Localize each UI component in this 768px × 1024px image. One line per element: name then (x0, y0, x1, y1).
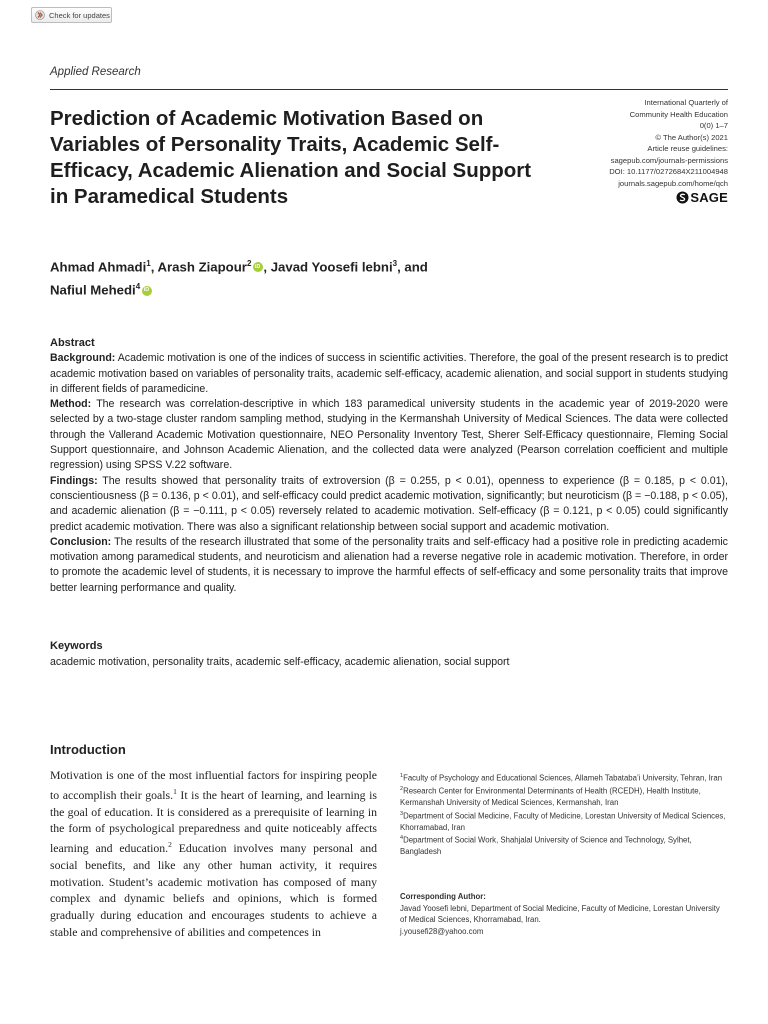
intro-text: Education involves many personal and social benefits, and like any other human activity, it requires motivation. Student’s academic motivation has composed of many complex and dynamic beliefs and opinions, which is formed gradually during education and encourages students to achieve a stable and comprehensive of abilities and competences in (50, 841, 377, 940)
introduction-body (50, 767, 377, 941)
article-title: Prediction of Academic Motivation Based on Variables of Personality Traits, Academic Self-Efficacy, Academic Alienation and Social Support in Paramedical Students (50, 107, 532, 208)
affiliation-number: 1 (400, 773, 404, 779)
abstract-background (50, 351, 728, 397)
abstract (50, 336, 728, 596)
abstract-heading: Abstract (50, 337, 95, 349)
citation-ref[interactable]: 1 (173, 786, 177, 796)
journal-volume: 0(0) 1–7 (699, 121, 728, 130)
reuse-guidelines-label: Article reuse guidelines: (647, 144, 728, 153)
sage-logo-icon (676, 191, 689, 204)
abstract-conclusion (50, 535, 728, 596)
permissions-link[interactable]: sagepub.com/journals-permissions (610, 155, 728, 165)
check-for-updates-button[interactable] (31, 7, 112, 23)
affiliation-number: 3 (400, 810, 404, 817)
doi-link[interactable]: DOI: 10.1177/0272684X211004948 (609, 167, 728, 176)
copyright: © The Author(s) 2021 (655, 132, 728, 142)
findings-label: Findings: (50, 474, 98, 487)
corresponding-author-heading: Corresponding Author: (400, 892, 486, 901)
background-label: Background: (50, 352, 116, 365)
author-name[interactable]: Ahmad Ahmadi (50, 259, 147, 275)
author-affil-ref: 1 (146, 259, 151, 268)
affiliation-item (400, 833, 728, 858)
corresponding-author-email[interactable]: j.yousefi28@yahoo.com (400, 926, 484, 936)
abstract-method (50, 397, 728, 473)
intro-text: It is the heart of learning, and learning is the goal of education. It is considered as a prerequisite of learning in the form of psychological preparedness and quite noticeably affects learning and education. (50, 787, 377, 856)
affiliation-text: Department of Social Medicine, Faculty of Medicine, Lorestan University of Medical Sciences, Khorramabad, Iran (400, 811, 726, 832)
author-name[interactable]: Nafiul Mehedi (50, 282, 136, 298)
findings-text: The results showed that personality traits of extroversion (β = 0.255, p < 0.01), openness to experience (β = 0.185, p < 0.01), conscientiousness (β = 0.136, p < 0.01), and self-efficacy could predict academic motivation, significantly; but neuroticism (β = −0.188, p < 0.05), and academic alienation (β = −0.111, p < 0.05) reversely related to academic motivation. Self-efficacy (β = 0.121, p < 0.05) could significantly predict academic motivation. There was also a significant relationship between social support and academic motivation. (50, 474, 728, 533)
author-conjunction: and (404, 259, 428, 275)
affiliation-text: Research Center for Environmental Determinants of Health (RCEDH), Health Institute, Kermanshah University of Medical Sciences, Kermanshah, Iran (400, 786, 701, 808)
intro-text: Motivation is one of the most influential factors for inspiring people to accomplish their goals. (50, 768, 377, 802)
check-updates-icon (35, 10, 45, 20)
affiliation-number: 4 (400, 835, 404, 842)
section-label: Applied Research (50, 66, 141, 78)
conclusion-text: The results of the research illustrated that some of the personality traits and self-efficacy had a positive role in predicting academic motivation among paramedical students, and neuroticism and alienation had a reverse negative role in academic motivation. Therefore, in order to promote the academic level of students, it is necessary to improve the harmful effects of self-efficacy and some personality traits that improve better learning performance and quality. (50, 535, 728, 594)
introduction-heading: Introduction (50, 742, 126, 757)
affiliation-text: Faculty of Psychology and Educational Sciences, Allameh Tabataba’i University, Tehran, Iran (403, 773, 723, 783)
check-for-updates-label: Check for updates (49, 10, 110, 20)
citation-ref[interactable]: 2 (168, 840, 172, 850)
abstract-findings (50, 474, 728, 535)
affiliation-text: Department of Social Work, Shahjalal University of Science and Technology, Sylhet, Bangladesh (400, 835, 692, 857)
journal-home-link[interactable]: journals.sagepub.com/home/qch (618, 178, 728, 188)
corresponding-author-text: Javad Yoosefi lebni, Department of Social Medicine, Faculty of Medicine, Lorestan University of Medical Sciences, Khorramabad, Iran. (400, 903, 720, 924)
conclusion-label: Conclusion: (50, 535, 112, 548)
affiliation-item (400, 771, 728, 784)
affiliation-item (400, 784, 728, 809)
author-affil-ref: 3 (392, 259, 398, 268)
keywords-heading: Keywords (50, 640, 103, 652)
author-name[interactable]: Javad Yoosefi lebni (270, 259, 393, 275)
orcid-icon[interactable] (142, 286, 152, 296)
corresponding-author (400, 891, 728, 937)
keywords-text: academic motivation, personality traits, academic self-efficacy, academic alienation, social support (50, 656, 510, 668)
affiliation-number: 2 (400, 786, 404, 793)
sage-logo (676, 190, 728, 205)
sage-logo-text: SAGE (690, 190, 728, 205)
method-text: The research was correlation-descriptive in which 183 paramedical university students in the academic year of 2019-2020 were selected by a two-stage cluster random sampling method, studying in the Kermanshah University of Medical Sciences. The data were collected through the Vallerand Academic Motivation questionnaire, NEO Personality Inventory Test, Sherer Self-Efficacy questionnaire, Fleming Social Support questionnaire, and Johnson Academic Alienation, and the collected data were analyzed (Pearson correlation coefficient and multiple regression) using SPSS V.22 software. (50, 398, 728, 472)
author-affil-ref: 2 (246, 259, 252, 268)
author-list: Ahmad Ahmadi$^1$, Arash Ziapour$^2$iD , Javad Yoosefi lebni$^3$, and Nafiul Mehedi$^4$iD (50, 254, 610, 301)
affiliations (400, 771, 728, 858)
journal-name-line2: Community Health Education (629, 109, 728, 119)
orcid-icon[interactable] (253, 262, 263, 272)
author-name[interactable]: Arash Ziapour (157, 259, 247, 275)
method-label: Method: (50, 398, 92, 411)
affiliation-item (400, 809, 728, 834)
keywords (50, 638, 728, 670)
author-affil-ref: 4 (135, 282, 141, 292)
journal-name-line1: International Quarterly of (644, 98, 728, 107)
header-rule (50, 89, 728, 90)
background-text: Academic motivation is one of the indices of success in scientific activities. Therefore, the goal of the present research is to predict academic motivation based on variables of personality traits, academic self-efficacy, academic alienation, and social support in students studying in different fields of paramedicine. (50, 352, 729, 395)
journal-info (508, 97, 728, 189)
